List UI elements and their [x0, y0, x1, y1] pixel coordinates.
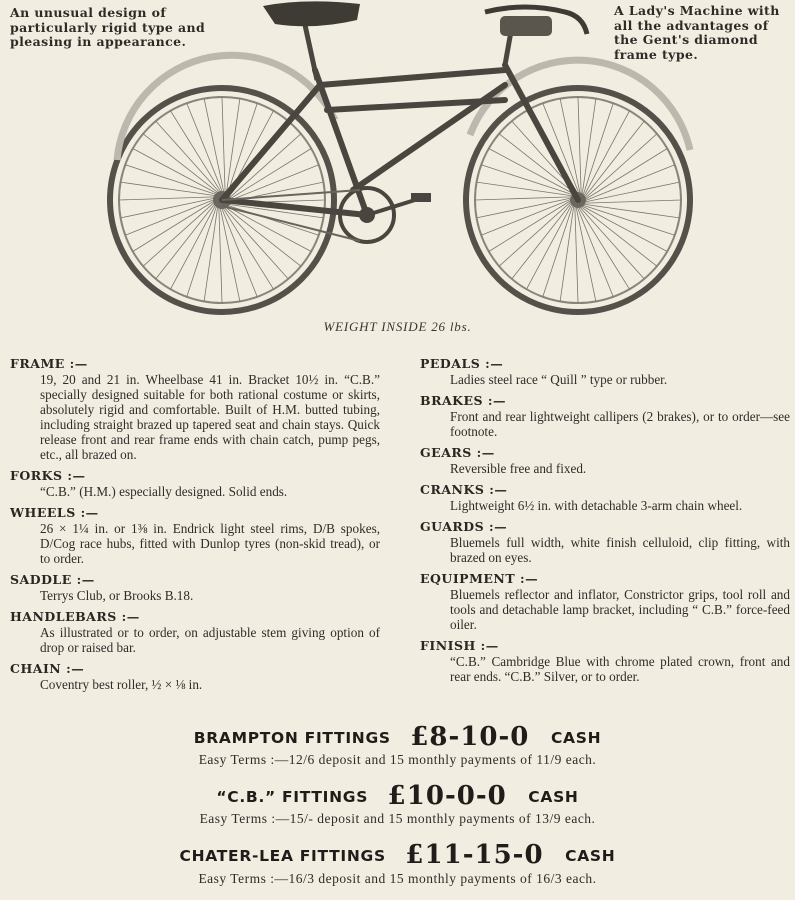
cash-price: £10-0-0: [387, 781, 507, 811]
spec-block: [10, 609, 380, 655]
spec-block: [420, 519, 790, 565]
spec-heading: GEARS :—: [420, 445, 495, 460]
fittings-name: BRAMPTON FITTINGS: [193, 729, 391, 747]
spec-text: Lightweight 6½ in. with detachable 3-arm chain wheel.: [450, 498, 743, 513]
spec-text: As illustrated or to order, on adjustable stem giving option of drop or raised bar.: [40, 625, 380, 655]
spec-text: 19, 20 and 21 in. Wheelbase 41 in. Bracket 10½ in. “C.B.” specially designed suitable for both rational costume or skirts, absolutely rigid and comfortable. Built of H.M. butted tubing, including straight brazed up tapered seat and chain stays. Quick release front and rear frame ends with chain catch, pump pegs, etc., all brazed on.: [40, 372, 380, 462]
easy-terms-brampton: Easy Terms :—12/6 deposit and 15 monthly payments of 11/9 each.: [198, 752, 597, 767]
price-line-brampton: [0, 722, 795, 752]
spec-block: [10, 468, 380, 499]
specs-left-column: [10, 356, 380, 698]
spec-block: [420, 482, 790, 513]
spec-heading: FORKS :—: [10, 468, 86, 483]
spec-block: [10, 356, 380, 462]
spec-block: [10, 572, 380, 603]
spec-text: Bluemels reflector and inflator, Constrictor grips, tool roll and tools and detachable lamp bracket, including “ C.B.” force-feed oiler.: [450, 587, 790, 632]
easy-terms-cb: Easy Terms :—15/- deposit and 15 monthly payments of 13/9 each.: [199, 811, 596, 826]
spec-heading: GUARDS :—: [420, 519, 508, 534]
spec-text: Front and rear lightweight callipers (2 brakes), or to order—see footnote.: [450, 409, 790, 439]
weight-caption: WEIGHT INSIDE 26 lbs.: [323, 319, 472, 334]
spec-heading: EQUIPMENT :—: [420, 571, 539, 586]
saddle: [263, 1, 360, 26]
spec-text: Reversible free and fixed.: [450, 461, 587, 476]
spec-text: Ladies steel race “ Quill ” type or rubber.: [450, 372, 668, 387]
cash-label: CASH: [550, 729, 602, 747]
cash-label: CASH: [528, 788, 579, 806]
spec-heading: HANDLEBARS :—: [10, 609, 140, 624]
handlebar-bag: [500, 16, 552, 36]
spec-text: “C.B.” (H.M.) especially designed. Solid ends.: [40, 484, 288, 499]
spec-text: Coventry best roller, ½ × ⅛ in.: [40, 677, 203, 692]
spec-text: “C.B.” Cambridge Blue with chrome plated crown, front and rear ends. “C.B.” Silver, or to order.: [450, 654, 790, 684]
spec-heading: CRANKS :—: [420, 482, 508, 497]
bicycle-illustration: [95, 0, 705, 320]
spec-block: [420, 356, 790, 387]
spec-block: [420, 638, 790, 684]
fittings-name: “C.B.” FITTINGS: [216, 788, 369, 806]
spec-heading: CHAIN :—: [10, 661, 85, 676]
price-line-chater-lea: [0, 840, 795, 870]
specs-right-column: [420, 356, 790, 690]
spec-block: [420, 571, 790, 632]
spec-heading: BRAKES :—: [420, 393, 507, 408]
price-line-cb: [0, 781, 795, 811]
spec-text: Terrys Club, or Brooks B.18.: [40, 588, 194, 603]
spec-heading: FINISH :—: [420, 638, 499, 653]
spec-heading: WHEELS :—: [10, 505, 99, 520]
spec-text: 26 × 1¼ in. or 1⅜ in. Endrick light steel rims, D/B spokes, D/Cog race hubs, fitted with Dunlop tyres (non-skid tread), or to order.: [40, 521, 380, 566]
spec-block: [420, 393, 790, 439]
spec-heading: FRAME :—: [10, 356, 88, 371]
spec-text: Bluemels full width, white finish celluloid, clip fitting, with brazed on eyes.: [450, 535, 790, 565]
spec-block: [10, 505, 380, 566]
fittings-name: CHATER-LEA FITTINGS: [179, 847, 386, 865]
left-caption: An unusual design of particularly rigid type and pleasing in appearance.: [10, 5, 206, 49]
easy-terms-chater-lea: Easy Terms :—16/3 deposit and 15 monthly payments of 16/3 each.: [198, 871, 597, 886]
pedal: [411, 193, 431, 202]
spec-block: [10, 661, 380, 692]
cash-price: £8-10-0: [410, 722, 530, 752]
spec-heading: PEDALS :—: [420, 356, 504, 371]
cash-price: £11-15-0: [405, 840, 544, 870]
spec-heading: SADDLE :—: [10, 572, 95, 587]
cash-label: CASH: [565, 847, 616, 865]
right-caption: A Lady's Machine with all the advantages of the Gent's diamond frame type.: [614, 3, 780, 62]
spec-block: [420, 445, 790, 476]
